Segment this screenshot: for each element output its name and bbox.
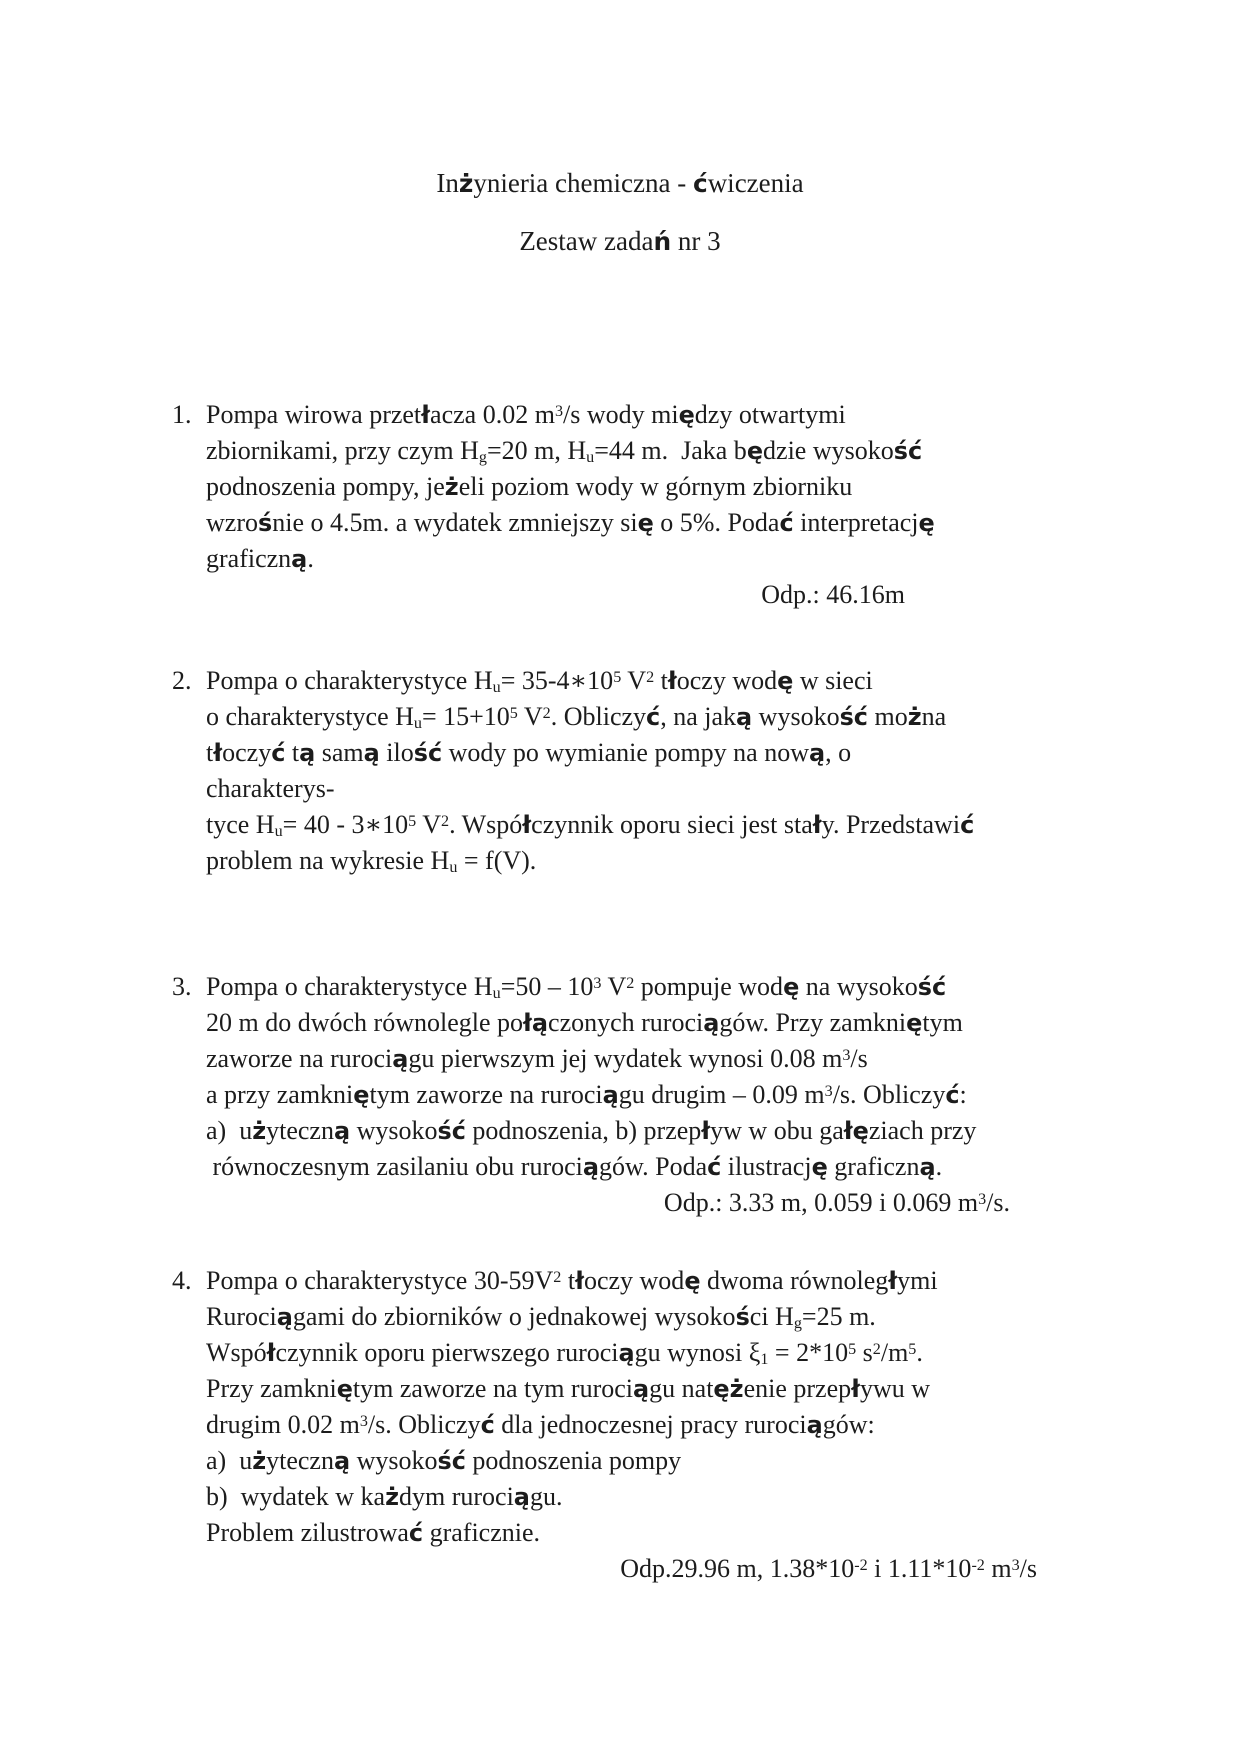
answer-line: Odp.29.96 m, $1.38*10^{-2}$ i $1.11*10^{-2}$ $m^3/s$ <box>620 1554 1037 1583</box>
problem-number: 2. <box>172 666 192 695</box>
problem-line: o charakterystyce $H_u= 15+10^5$ $V^2$. Obliczyć, na jaką wysokość można <box>206 702 947 732</box>
problem-line: Współczynnik oporu pierwszego rurociągu wynosi $\xi_1 = 2*10^5$ $s^2/m^5$. <box>206 1338 923 1368</box>
problem-line: Rurociągami do zbiorników o jednakowej wysokości $H_g=25$ m. <box>206 1302 876 1332</box>
superscript: 3 <box>978 1190 987 1208</box>
problem-line: wzrośnie o 4.5m. a wydatek zmniejszy się o 5%. Podać interpretację <box>206 508 935 537</box>
problem-line: równoczesnym zasilaniu obu rurociągów. Podać ilustrację graficzną. <box>206 1152 943 1181</box>
superscript: 2 <box>646 668 655 686</box>
subscript: 1 <box>760 1350 769 1368</box>
problem-line: charakterys- <box>206 774 335 803</box>
subscript: u <box>274 822 283 840</box>
problem-line: Problem zilustrować graficznie. <box>206 1518 541 1547</box>
problem-item-1 <box>172 397 1110 613</box>
problem-body <box>206 663 1110 879</box>
problem-line: a) użyteczną wysokość podnoszenia, b) przepływ w obu gałęziach przy <box>206 1116 977 1145</box>
problem-line: graficzną. <box>206 544 314 573</box>
superscript: 3 <box>824 1082 833 1100</box>
superscript: 3 <box>1011 1556 1020 1574</box>
superscript: 5 <box>408 812 417 830</box>
superscript: 2 <box>626 974 635 992</box>
superscript: 5 <box>509 704 518 722</box>
problem-line: Pompa o charakterystyce $H_u=$ $35-4∗10^5$ $V^2$ tłoczy wodę w sieci <box>206 666 873 696</box>
problem-body <box>206 1263 1110 1587</box>
problem-line: a) użyteczną wysokość podnoszenia pompy <box>206 1446 682 1475</box>
problem-item-2 <box>172 663 1110 879</box>
document-subtitle: Zestaw zadań nr 3 <box>519 226 721 256</box>
problem-line: problem na wykresie $H_u = f(V)$. <box>206 846 537 876</box>
problem-item-4 <box>172 1263 1110 1587</box>
problem-line: Pompa o charakterystyce $H_u=50 - 10^3$ $V^2$ pompuje wodę na wysokość <box>206 972 947 1002</box>
problem-number: 4. <box>172 1266 192 1295</box>
subscript: g <box>793 1314 802 1332</box>
superscript: 5 <box>613 668 622 686</box>
superscript: 2 <box>542 704 551 722</box>
problem-line: zbiornikami, przy czym $H_g=20$ m, $H_u=44$ m. Jaka będzie wysokość <box>206 436 923 466</box>
superscript: -2 <box>854 1556 868 1574</box>
superscript: 2 <box>872 1340 881 1358</box>
problem-line: b) wydatek w każdym rurociągu. <box>206 1482 563 1511</box>
problem-line: Pompa wirowa przetłacza 0.02 $m^3/s$ wody między otwartymi <box>206 400 846 429</box>
problem-line: podnoszenia pompy, jeżeli poziom wody w górnym zbiorniku <box>206 472 853 501</box>
subscript: u <box>492 678 501 696</box>
problem-line: a przy zamkniętym zaworze na rurociągu drugim – 0.09 $m^3/s$. Obliczyć: <box>206 1080 967 1109</box>
superscript: -2 <box>971 1556 985 1574</box>
superscript: 5 <box>848 1340 857 1358</box>
problem-body <box>206 397 1110 613</box>
superscript: 3 <box>842 1046 851 1064</box>
problem-number: 1. <box>172 400 192 429</box>
problem-line: tyce $H_u= 40$ - $3∗10^5$ $V^2$. Współczynnik oporu sieci jest stały. Przedstawić <box>206 810 975 840</box>
superscript: 5 <box>908 1340 917 1358</box>
subscript: g <box>478 448 487 466</box>
document-title: Inżynieria chemiczna - ćwiczenia <box>436 168 804 198</box>
subscript: u <box>586 448 595 466</box>
superscript: 3 <box>593 974 602 992</box>
superscript: 3 <box>359 1412 368 1430</box>
problem-body <box>206 969 1110 1221</box>
problem-number: 3. <box>172 972 192 1001</box>
superscript: 2 <box>553 1268 562 1286</box>
subscript: u <box>492 984 501 1002</box>
problem-line: zaworze na rurociągu pierwszym jej wydatek wynosi 0.08 $m^3/s$ <box>206 1044 868 1073</box>
subscript: u <box>449 858 458 876</box>
problem-line: Pompa o charakterystyce $30-59V^2$ tłoczy wodę dwoma równoległymi <box>206 1266 938 1295</box>
superscript: 2 <box>441 812 450 830</box>
answer-line: Odp.: 3.33 m, 0.059 i 0.069 $m^3/s$. <box>663 1188 1010 1217</box>
problem-line: drugim 0.02 $m^3/s$. Obliczyć dla jednoczesnej pracy rurociągów: <box>206 1410 875 1439</box>
subscript: u <box>413 714 422 732</box>
answer-line: Odp.: 46.16m <box>761 580 905 609</box>
problem-line: Przy zamkniętym zaworze na tym rurociągu natężenie przepływu w <box>206 1374 931 1403</box>
superscript: 3 <box>554 402 563 420</box>
problem-line: 20 m do dwóch równolegle połączonych rurociągów. Przy zamkniętym <box>206 1008 963 1037</box>
problem-list <box>0 397 1240 1587</box>
problem-line: tłoczyć tą samą ilość wody po wymianie pompy na nową, o <box>206 738 852 767</box>
problem-item-3 <box>172 969 1110 1221</box>
